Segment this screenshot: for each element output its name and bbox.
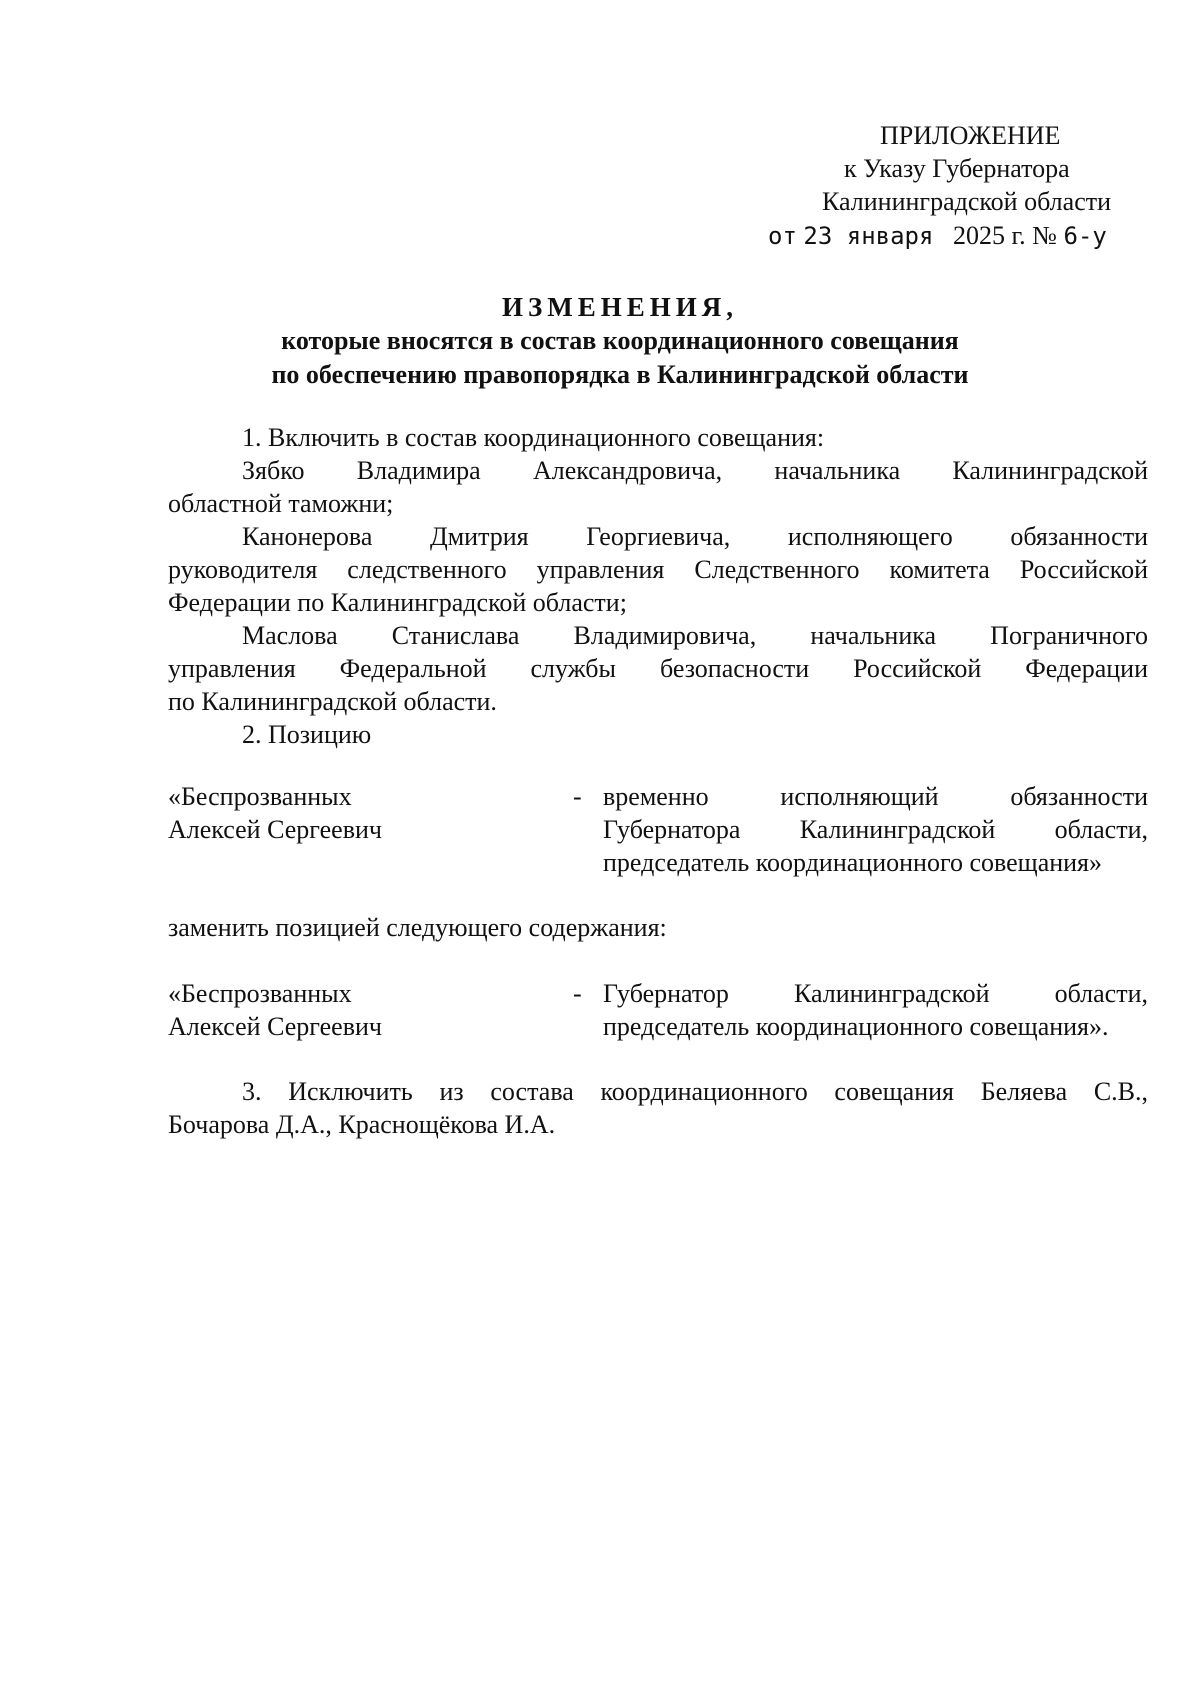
section-1-heading: 1. Включить в состав координационного совещания: [242, 423, 825, 452]
appendix-year: 2025 г. № [952, 221, 1057, 250]
replace-text: заменить позицией следующего содержания: [168, 913, 667, 942]
appendix-date-prefix: от [768, 222, 797, 250]
new-position-dash: - [573, 979, 582, 1008]
section-3-line2: Бочарова Д.А., Краснощёкова И.А. [168, 1110, 556, 1139]
old-position-dash: - [573, 782, 582, 811]
old-name-line1: «Беспрозванных [168, 782, 352, 811]
title-main: ИЗМЕНЕНИЯ, [501, 292, 738, 322]
new-name-line2: Алексей Сергеевич [168, 1012, 382, 1041]
section-1 [168, 421, 1148, 751]
section-3-line1: 3. Исключить из состава координационного совещания Беляева С.В., [242, 1077, 1148, 1106]
appendix-region: Калининградской области [822, 187, 1112, 216]
appendix-date: 23 января [803, 222, 934, 250]
section-2-heading: 2. Позицию [242, 720, 372, 749]
section-1-item1-line2: областной таможни; [168, 489, 394, 518]
old-pos-line3: председатель координационного совещания» [603, 848, 1103, 877]
appendix-number: 6-у [1063, 222, 1107, 250]
appendix-decree-ref: к Указу Губернатора [844, 154, 1070, 183]
document-title [160, 290, 1080, 392]
section-1-item2-line3: Федерации по Калининградской области; [168, 588, 627, 617]
section-1-item3-line1: Маслова Станислава Владимировича, начальника Пограничного [242, 621, 1148, 650]
new-position-name [168, 977, 548, 1043]
old-position-title [603, 780, 1148, 879]
new-pos-line1: Губернатор Калининградской области, [603, 979, 1148, 1008]
section-1-item3-line3: по Калининградской области. [168, 687, 497, 716]
section-1-item1-line1: Зябко Владимира Александровича, начальника Калининградской [242, 456, 1148, 485]
new-name-line1: «Беспрозванных [168, 979, 352, 1008]
title-subtitle-line1: которые вносятся в состав координационного совещания [281, 326, 959, 355]
new-pos-line2: председатель координационного совещания». [603, 1012, 1109, 1041]
title-subtitle-line2: по обеспечению правопорядка в Калининградской области [271, 360, 969, 389]
appendix-date-number [768, 220, 1107, 252]
new-position-title [603, 977, 1148, 1043]
section-3 [168, 1075, 1148, 1141]
appendix-title: ПРИЛОЖЕНИЕ [880, 121, 1061, 150]
old-pos-line1: временно исполняющий обязанности [603, 782, 1148, 811]
old-name-line2: Алексей Сергеевич [168, 815, 382, 844]
section-1-item3-line2: управления Федеральной службы безопасности Российской Федерации [168, 654, 1148, 683]
section-1-item2-line2: руководителя следственного управления Следственного комитета Российской [168, 555, 1148, 584]
section-1-item2-line1: Канонерова Дмитрия Георгиевича, исполняющего обязанности [242, 522, 1148, 551]
old-pos-line2: Губернатора Калининградской области, [603, 815, 1148, 844]
old-position-name [168, 780, 548, 846]
replace-instruction [168, 911, 1148, 944]
